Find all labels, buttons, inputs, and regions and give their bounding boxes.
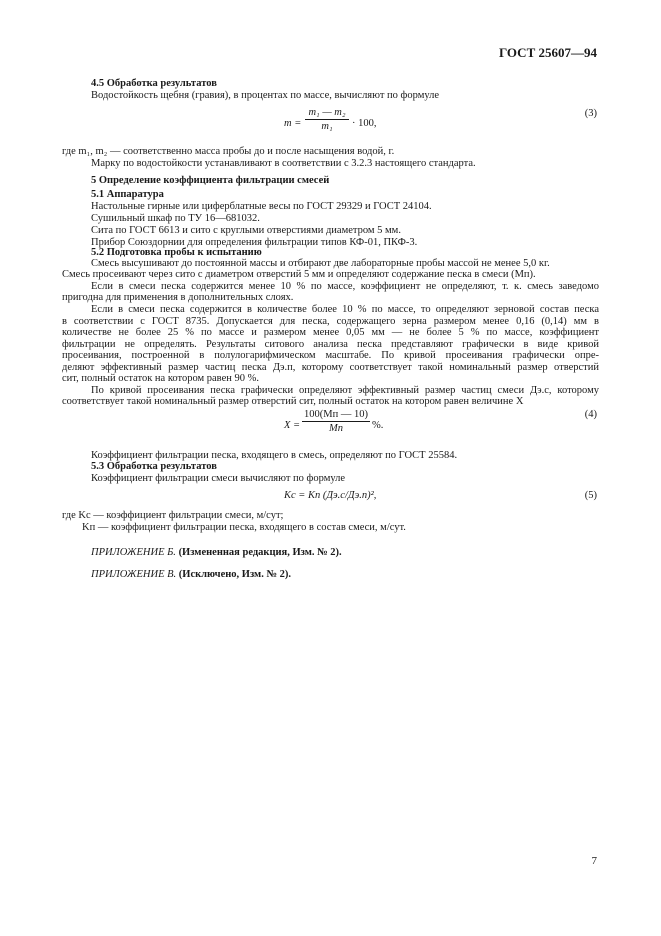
formula-lhs: X = [284, 420, 301, 431]
section-4-5-heading: 4.5 Обработка результатов [91, 78, 217, 89]
text-line: пригодна для применения в дополнительных слоях. [62, 292, 294, 303]
formula-number: (4) [584, 409, 597, 420]
equipment-item: Сита по ГОСТ 6613 и сито с круглыми отверстиями диаметром 5 мм. [91, 225, 401, 236]
text-line: деляют эффективный размер частиц песка Дэ.п, которому соответствует такой номинальный размер отверстий [62, 362, 599, 373]
formula-rhs: %. [372, 420, 384, 431]
appendix-v-note [91, 569, 291, 581]
formula-numerator: m₁ — m₂ [305, 107, 349, 120]
standard-code-header: ГОСТ 25607—94 [498, 45, 597, 60]
section-5-1-heading: 5.1 Аппаратура [91, 189, 164, 200]
text-line: сит, полный остаток на котором равен 90 %. [62, 373, 259, 384]
formula-fraction [302, 409, 370, 434]
text-line: Если в смеси песка содержится менее 10 % по массе, коэффициент не определяют, т. к. смесь заведомо [91, 281, 599, 292]
section-5-3-heading: 5.3 Обработка результатов [91, 461, 217, 472]
text-line: По кривой просеивания песка графически определяют эффективный размер частиц смеси Дэ.с, которому [91, 385, 599, 396]
text-line: Если в смеси песка содержится в количестве более 10 % по массе, то определяют зерновой состав песка [91, 304, 599, 315]
section-5-2-heading: 5.2 Подготовка пробы к испытанию [91, 247, 262, 258]
page-number: 7 [591, 855, 597, 867]
where-clause: где Kс — коэффициент фильтрации смеси, м/сут; [62, 510, 284, 521]
formula-lhs: m = [284, 118, 302, 129]
formula-denominator: Mп [329, 423, 343, 434]
text-line: фильтрации не определять. Результаты ситового анализа песка представляют графически в виде кривой [62, 339, 599, 350]
formula-denominator: m₁ [321, 121, 333, 132]
formula-number: (5) [584, 490, 597, 501]
text-line: соответствует такой номинальный размер отверстий сит, полный остаток на котором равен величине X [62, 396, 524, 407]
text-line: Смесь просеивают через сито с диаметром отверстий 5 мм и определяют содержание песка в смеси (Mп). [62, 269, 536, 280]
text-line: в соответствии с ГОСТ 8735. Допускается для песка, содержащего зерна размером менее 0,16 (0,14) мм в [62, 316, 599, 327]
text-line: Смесь высушивают до постоянной массы и отбирают две лабораторные пробы массой не менее 5,0 кг. [91, 258, 550, 269]
where-clause: где m₁, m₂ — соответственно масса пробы до и после насыщения водой, г. [62, 146, 395, 157]
formula-fraction [305, 107, 349, 132]
appendix-label: ПРИЛОЖЕНИЕ Б. [91, 547, 176, 558]
text-line: просеивания, построенной в полулогарифмическом масштабе. По кривой просеивания графически опре- [62, 350, 599, 361]
text-line: Коэффициент фильтрации песка, входящего в смесь, определяют по ГОСТ 25584. [91, 450, 458, 461]
appendix-b-note [91, 547, 342, 559]
section-5-heading: 5 Определение коэффициента фильтрации смесей [91, 175, 330, 186]
paragraph: Водостойкость щебня (гравия), в процентах по массе, вычисляют по формуле [91, 90, 440, 101]
equipment-item: Настольные гирные или циферблатные весы по ГОСТ 29329 и ГОСТ 24104. [91, 201, 432, 212]
appendix-status: (Исключено, Изм. № 2). [178, 569, 291, 580]
formula-numerator: 100(Mп — 10) [302, 409, 370, 422]
formula-body: Kс = Kп (Дэ.с/Дэ.п)², [284, 490, 377, 501]
equipment-item: Прибор Союздорнии для определения фильтрации типов КФ-01, ПКФ-3. [91, 237, 418, 248]
text-line: Коэффициент фильтрации смеси вычисляют по формуле [91, 473, 346, 484]
appendix-label: ПРИЛОЖЕНИЕ В. [91, 569, 177, 580]
where-clause: Kп — коэффициент фильтрации песка, входящего в состав смеси, м/сут. [82, 522, 406, 533]
formula-rhs: · 100, [352, 118, 377, 129]
appendix-status: (Измененная редакция, Изм. № 2). [178, 547, 342, 558]
paragraph: Марку по водостойкости устанавливают в соответствии с 3.2.3 настоящего стандарта. [91, 158, 476, 169]
equipment-item: Сушильный шкаф по ТУ 16—681032. [91, 213, 260, 224]
text-line: количестве не более 25 % по массе и размером менее 0,05 мм — не более 5 % по массе, коэффициент [62, 327, 599, 338]
formula-number: (3) [584, 108, 597, 119]
